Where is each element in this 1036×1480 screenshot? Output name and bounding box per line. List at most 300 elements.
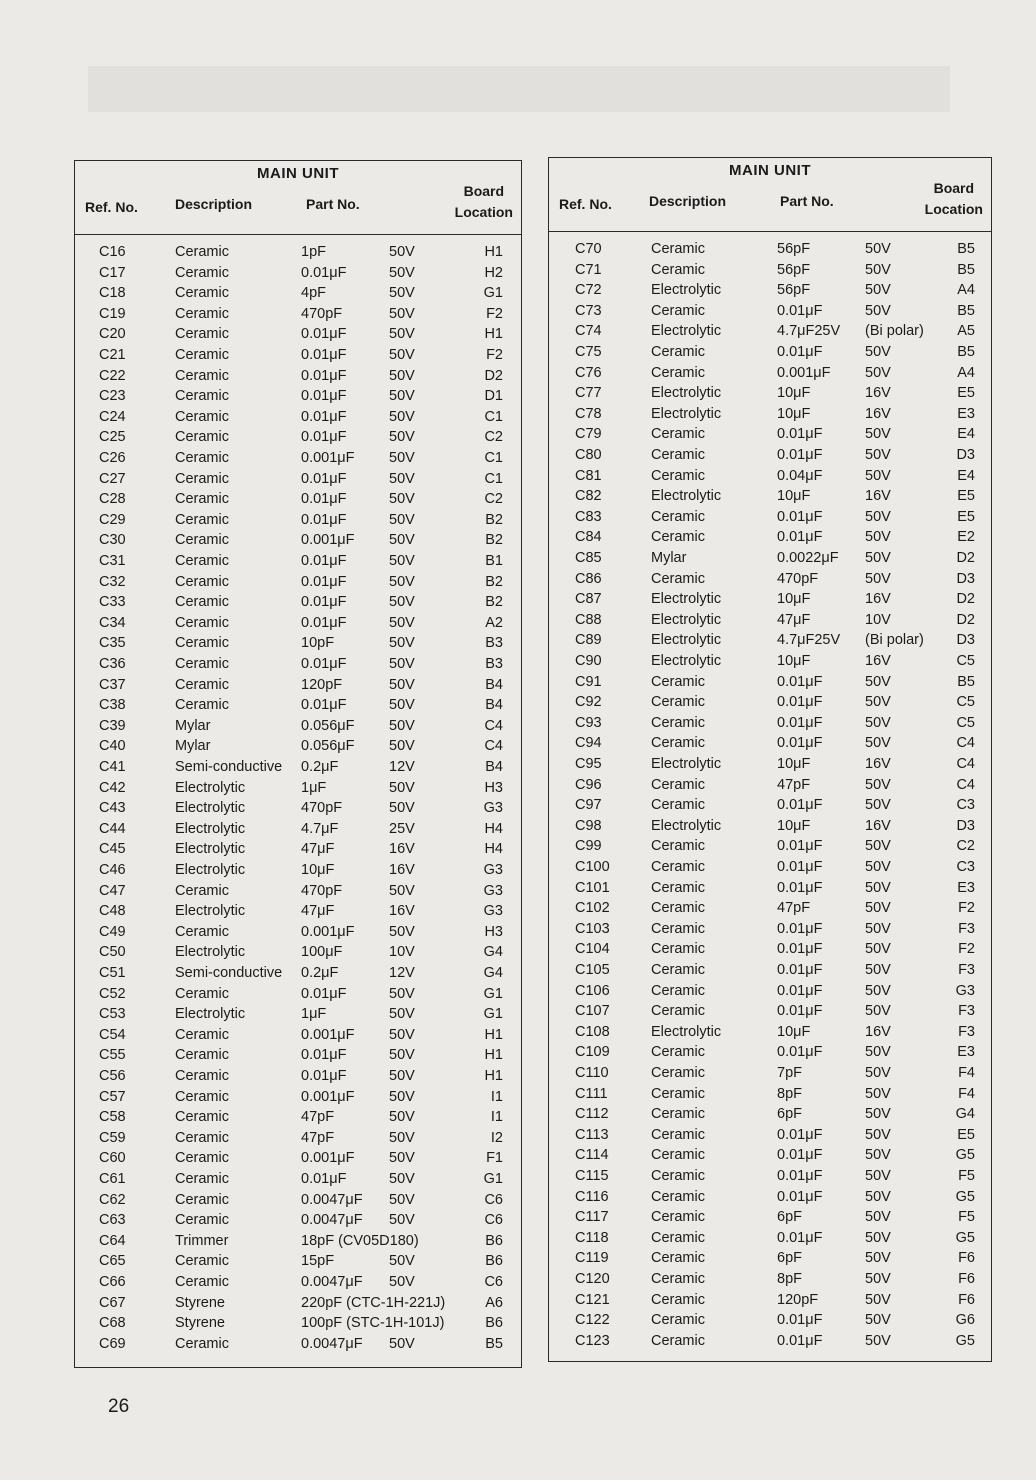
table-row [75,1210,521,1230]
description-cell: Styrene [175,1294,225,1311]
ref-no-cell: C109 [575,1044,610,1061]
voltage-cell: 16V [389,903,415,920]
part-no-cell: 10μF [777,385,811,402]
description-cell: Mylar [651,550,687,566]
ref-no-cell: C120 [575,1271,610,1287]
voltage-cell: 50V [389,882,415,899]
voltage-cell: 50V [389,1191,415,1208]
table-row [75,757,521,777]
part-no-cell: 10μF [777,817,811,834]
description-cell: Electrolytic [175,944,246,961]
ref-no-cell: C63 [99,1212,126,1229]
ref-no-cell: C97 [575,797,602,814]
part-no-cell: 56pF [777,241,811,257]
part-no-cell: 0.001μF [301,1088,355,1105]
voltage-cell: 50V [865,941,891,958]
table-row [549,1145,991,1165]
part-no-cell: 0.01μF [301,1171,347,1187]
part-no-cell: 0.01μF [777,1229,823,1246]
board-location-cell: C4 [956,756,975,772]
description-cell: Ceramic [651,962,705,978]
board-location-cell: A5 [957,323,975,340]
table-row [549,1207,991,1227]
part-no-cell: 0.056μF [301,738,355,755]
description-cell: Ceramic [651,735,705,752]
ref-no-cell: C51 [99,965,126,981]
board-location-cell: H4 [484,820,503,837]
part-no-cell: 0.01μF [777,838,823,855]
board-location-cell: B2 [485,511,503,528]
description-cell: Ceramic [651,1188,705,1205]
ref-no-cell: C60 [99,1150,126,1167]
board-location-cell: H3 [484,923,503,940]
board-location-cell: H1 [484,1068,503,1084]
ref-no-cell: C70 [575,241,602,257]
board-location-cell: B5 [957,302,975,319]
part-no-cell: 47μF [777,611,811,628]
voltage-cell: 50V [865,1250,891,1267]
voltage-cell: 50V [389,244,415,260]
description-cell: Ceramic [651,1106,705,1123]
part-no-cell: 0.01μF [777,694,823,711]
voltage-cell: 16V [865,385,891,402]
ref-no-cell: C65 [99,1253,126,1270]
ref-no-cell: C61 [99,1171,126,1187]
description-cell: Ceramic [175,985,229,1002]
description-cell: Ceramic [651,1332,705,1349]
voltage-cell: 50V [865,1106,891,1123]
ref-no-cell: C33 [99,594,126,611]
part-no-cell: 1μF [301,1006,327,1023]
description-cell: Ceramic [651,302,705,319]
description-cell: Ceramic [651,797,705,814]
board-location-cell: G3 [483,903,503,920]
description-cell: Ceramic [175,1253,229,1270]
table-row [75,1251,521,1271]
description-cell: Ceramic [175,326,229,343]
board-location-cell: C5 [956,694,975,711]
ref-no-cell: C98 [575,817,602,834]
table-row [75,1066,521,1086]
ref-no-cell: C49 [99,923,126,940]
header-board-location [455,181,513,223]
board-location-cell: E5 [957,508,975,525]
description-cell: Ceramic [175,1212,229,1229]
board-location-cell: G5 [955,1147,975,1164]
ref-no-cell: C121 [575,1291,610,1308]
table-row [549,342,991,362]
description-cell: Electrolytic [651,817,722,834]
ref-no-cell: C44 [99,820,126,837]
board-location-cell: B3 [485,635,503,652]
part-no-cell: 0.01μF [777,714,823,731]
table-row [75,572,521,592]
part-no-cell: 0.01μF [301,326,347,343]
voltage-cell: 50V [389,1171,415,1187]
part-no-cell: 56pF [777,261,811,278]
table-row [549,981,991,1001]
voltage-cell: 50V [389,532,415,549]
board-location-cell: D1 [484,388,503,405]
description-cell: Electrolytic [651,653,722,669]
ref-no-cell: C71 [575,261,602,278]
ref-no-cell: C48 [99,903,126,920]
voltage-cell: 50V [865,261,891,278]
part-no-cell: 0.01μF [777,1332,823,1349]
description-cell: Ceramic [175,450,229,466]
table-row [75,922,521,942]
table-row [75,654,521,674]
table-row [75,1272,521,1292]
board-location-cell: C1 [484,450,503,466]
voltage-cell: 10V [865,611,891,628]
ref-no-cell: C73 [575,302,602,319]
ref-no-cell: C99 [575,838,602,855]
ref-no-cell: C25 [99,429,126,446]
description-cell: Ceramic [175,614,229,631]
table-row [75,736,521,756]
ref-no-cell: C56 [99,1068,126,1084]
header-part-no: Part No. [780,193,834,209]
table-title: MAIN UNIT [729,162,811,179]
board-location-cell: C6 [484,1191,503,1208]
ref-no-cell: C31 [99,553,126,569]
description-cell: Ceramic [651,364,705,381]
board-location-cell: G5 [955,1332,975,1349]
voltage-cell: 50V [389,264,415,281]
description-cell: Electrolytic [175,903,246,920]
board-location-cell: G3 [483,862,503,878]
ref-no-cell: C27 [99,470,126,487]
part-no-cell: 7pF [777,1065,802,1081]
table-row [549,733,991,753]
board-location-cell: A4 [957,282,975,299]
description-cell: Electrolytic [651,632,722,649]
description-cell: Trimmer [175,1232,229,1249]
voltage-cell: 50V [865,982,891,999]
part-no-cell: 47pF [777,900,811,917]
voltage-cell: 50V [389,388,415,405]
table-row [75,1025,521,1045]
description-cell: Styrene [175,1315,225,1332]
board-location-cell: F2 [958,941,975,958]
table-row [549,754,991,774]
ref-no-cell: C104 [575,941,610,958]
ref-no-cell: C88 [575,611,602,628]
ref-no-cell: C122 [575,1312,610,1329]
part-no-cell: 0.04μF [777,467,823,484]
voltage-cell: 50V [389,1047,415,1064]
voltage-cell: 16V [865,488,891,505]
part-no-cell: 10μF [777,405,811,422]
description-cell: Ceramic [175,408,229,425]
ref-no-cell: C37 [99,676,126,693]
voltage-cell: 16V [389,862,415,878]
table-row [75,1190,521,1210]
table-row [75,304,521,324]
table-row [549,960,991,980]
part-no-cell: 470pF [777,570,819,587]
description-cell: Ceramic [651,1312,705,1329]
table-row [549,486,991,506]
voltage-cell: 50V [389,429,415,446]
voltage-cell: 50V [865,1065,891,1081]
ref-no-cell: C59 [99,1129,126,1146]
part-no-cell: 0.01μF [777,982,823,999]
description-cell: Ceramic [175,388,229,405]
voltage-cell: 50V [389,594,415,611]
description-cell: Electrolytic [651,323,722,340]
voltage-cell: 50V [389,697,415,714]
table-row [75,592,521,612]
part-no-cell: 0.0047μF [301,1335,363,1352]
board-location-cell: G3 [483,800,503,817]
description-cell: Ceramic [175,511,229,528]
part-no-cell: 0.01μF [777,941,823,958]
voltage-cell: (Bi polar) [865,632,924,649]
table-row [549,301,991,321]
table-row [75,1045,521,1065]
ref-no-cell: C119 [575,1250,609,1267]
description-cell: Ceramic [175,573,229,590]
table-row [549,589,991,609]
part-no-cell: 0.01μF [777,1126,823,1143]
table-row [549,239,991,259]
board-location-cell: B4 [485,676,503,693]
voltage-cell: 50V [865,1312,891,1329]
voltage-cell: 50V [865,735,891,752]
board-location-cell: B1 [485,553,503,569]
ref-no-cell: C83 [575,508,602,525]
ref-no-cell: C21 [99,347,126,363]
voltage-cell: 50V [865,838,891,855]
description-cell: Ceramic [651,714,705,731]
board-location-cell: C4 [484,738,503,755]
part-no-cell: 0.01μF [301,347,347,363]
ref-no-cell: C74 [575,323,602,340]
part-no-cell: 6pF [777,1106,802,1123]
part-no-cell: 47pF [301,1109,335,1126]
ref-no-cell: C105 [575,962,610,978]
board-location-cell: F5 [958,1209,975,1226]
board-location-cell: D2 [956,611,975,628]
voltage-cell: 50V [389,923,415,940]
part-no-cell: 0.01μF [777,1003,823,1020]
voltage-cell: 50V [865,282,891,299]
description-cell: Ceramic [651,694,705,711]
part-no-cell: 0.01μF [777,426,823,443]
board-location-cell: C3 [956,859,975,875]
voltage-cell: 50V [865,859,891,875]
voltage-cell: 50V [389,553,415,569]
board-location-cell: B6 [485,1315,503,1332]
table-row [75,366,521,386]
voltage-cell: 50V [389,305,415,322]
header-description: Description [649,193,727,209]
table-row [549,466,991,486]
ref-no-cell: C64 [99,1232,126,1249]
voltage-cell: 50V [389,656,415,672]
voltage-cell: 50V [865,694,891,711]
ref-no-cell: C24 [99,408,126,425]
ref-no-cell: C93 [575,714,602,731]
voltage-cell: 50V [389,985,415,1002]
table-row [549,939,991,959]
table-row [75,489,521,509]
board-location-cell: B6 [485,1253,503,1270]
voltage-cell: 50V [389,511,415,528]
table-row [75,1169,521,1189]
board-location-cell: E4 [957,426,975,443]
table-title: MAIN UNIT [257,165,339,182]
part-no-cell: 0.01μF [301,367,347,384]
part-no-cell: 0.01μF [777,529,823,546]
part-no-cell: 0.001μF [777,364,831,381]
part-no-cell: 0.01μF [301,408,347,425]
part-no-cell: 0.2μF [301,965,339,981]
part-no-cell: 0.01μF [777,302,823,319]
table-row [549,260,991,280]
table-row [549,1269,991,1289]
ref-no-cell: C30 [99,532,126,549]
board-location-cell: A2 [485,614,503,631]
table-row [549,1125,991,1145]
table-row [75,839,521,859]
board-location-cell: F2 [486,347,503,363]
ref-no-cell: C77 [575,385,602,402]
table-row [549,898,991,918]
description-cell: Ceramic [175,882,229,899]
part-no-cell: 0.01μF [301,656,347,672]
part-no-cell: 6pF [777,1250,802,1267]
description-cell: Ceramic [175,1109,229,1126]
table-row [549,1187,991,1207]
board-location-cell: E5 [957,1126,975,1143]
board-location-cell: C2 [956,838,975,855]
board-location-cell: G3 [955,982,975,999]
description-cell: Mylar [175,738,211,755]
ref-no-cell: C67 [99,1294,126,1311]
voltage-cell: 50V [865,714,891,731]
description-cell: Ceramic [175,491,229,508]
ref-no-cell: C69 [99,1335,126,1352]
part-no-cell: 0.01μF [777,1147,823,1164]
voltage-cell: 50V [389,367,415,384]
voltage-cell: 16V [865,653,891,669]
board-location-cell: G3 [483,882,503,899]
voltage-cell: 50V [865,900,891,917]
ref-no-cell: C45 [99,841,126,858]
table-row [549,404,991,424]
table-row [75,901,521,921]
voltage-cell: 50V [865,550,891,566]
board-location-cell: F3 [958,962,975,978]
ref-no-cell: C100 [575,859,610,875]
ref-no-cell: C26 [99,450,126,466]
ref-no-cell: C79 [575,426,602,443]
part-no-cell: 4pF [301,285,326,302]
description-cell: Ceramic [651,879,705,896]
board-location-cell: G1 [483,1006,503,1023]
description-cell: Ceramic [651,1168,705,1184]
part-no-cell: 0.01μF [301,1068,347,1084]
description-cell: Ceramic [651,1003,705,1020]
description-cell: Ceramic [651,900,705,917]
ref-no-cell: C89 [575,632,602,649]
part-no-cell: 100pF (STC-1H-101J) [301,1315,445,1332]
voltage-cell: 50V [389,635,415,652]
description-cell: Ceramic [651,982,705,999]
board-location-cell: D2 [956,591,975,608]
voltage-cell: 50V [389,1088,415,1105]
description-cell: Ceramic [651,941,705,958]
table-row [75,263,521,283]
table-row [75,1148,521,1168]
ref-no-cell: C82 [575,488,602,505]
table-row [75,283,521,303]
table-row [549,1166,991,1186]
ref-no-cell: C36 [99,656,126,672]
part-no-cell: 0.01μF [777,797,823,814]
part-no-cell: 120pF [301,676,343,693]
table-row [549,1290,991,1310]
description-cell: Electrolytic [651,756,722,772]
description-cell: Ceramic [651,467,705,484]
description-cell: Ceramic [175,1047,229,1064]
description-cell: Ceramic [175,1335,229,1352]
header-board-line1: Board [463,183,505,199]
board-location-cell: C6 [484,1274,503,1290]
voltage-cell: 50V [865,302,891,319]
part-no-cell: 10pF [301,635,335,652]
board-location-cell: I1 [490,1088,503,1105]
ref-no-cell: C117 [575,1209,609,1226]
description-cell: Ceramic [175,635,229,652]
description-cell: Ceramic [175,1068,229,1084]
part-no-cell: 0.01μF [777,673,823,690]
description-cell: Ceramic [651,447,705,463]
part-no-cell: 4.7μF25V [777,323,841,340]
description-cell: Electrolytic [175,779,246,796]
table-row [75,530,521,550]
board-location-cell: B2 [485,532,503,549]
voltage-cell: (Bi polar) [865,323,924,340]
table-row [549,692,991,712]
board-location-cell: B4 [485,759,503,775]
voltage-cell: 50V [865,344,891,360]
board-location-cell: H1 [484,244,503,260]
part-no-cell: 47μF [301,841,335,858]
part-no-cell: 0.0047μF [301,1191,363,1208]
table-row [75,881,521,901]
voltage-cell: 50V [865,1291,891,1308]
board-location-cell: I1 [490,1109,503,1126]
table-row [75,860,521,880]
voltage-cell: 12V [389,965,415,981]
part-no-cell: 10μF [777,1023,811,1040]
table-row [75,819,521,839]
description-cell: Electrolytic [651,385,722,402]
table-row [549,548,991,568]
header-part-no: Part No. [306,196,360,212]
ref-no-cell: C34 [99,614,126,631]
ref-no-cell: C115 [575,1168,609,1184]
part-no-cell: 0.01μF [777,859,823,875]
part-no-cell: 220pF (CTC-1H-221J) [301,1294,446,1311]
header-board-line1: Board [933,180,975,196]
part-no-cell: 1μF [301,779,327,796]
description-cell: Ceramic [651,241,705,257]
